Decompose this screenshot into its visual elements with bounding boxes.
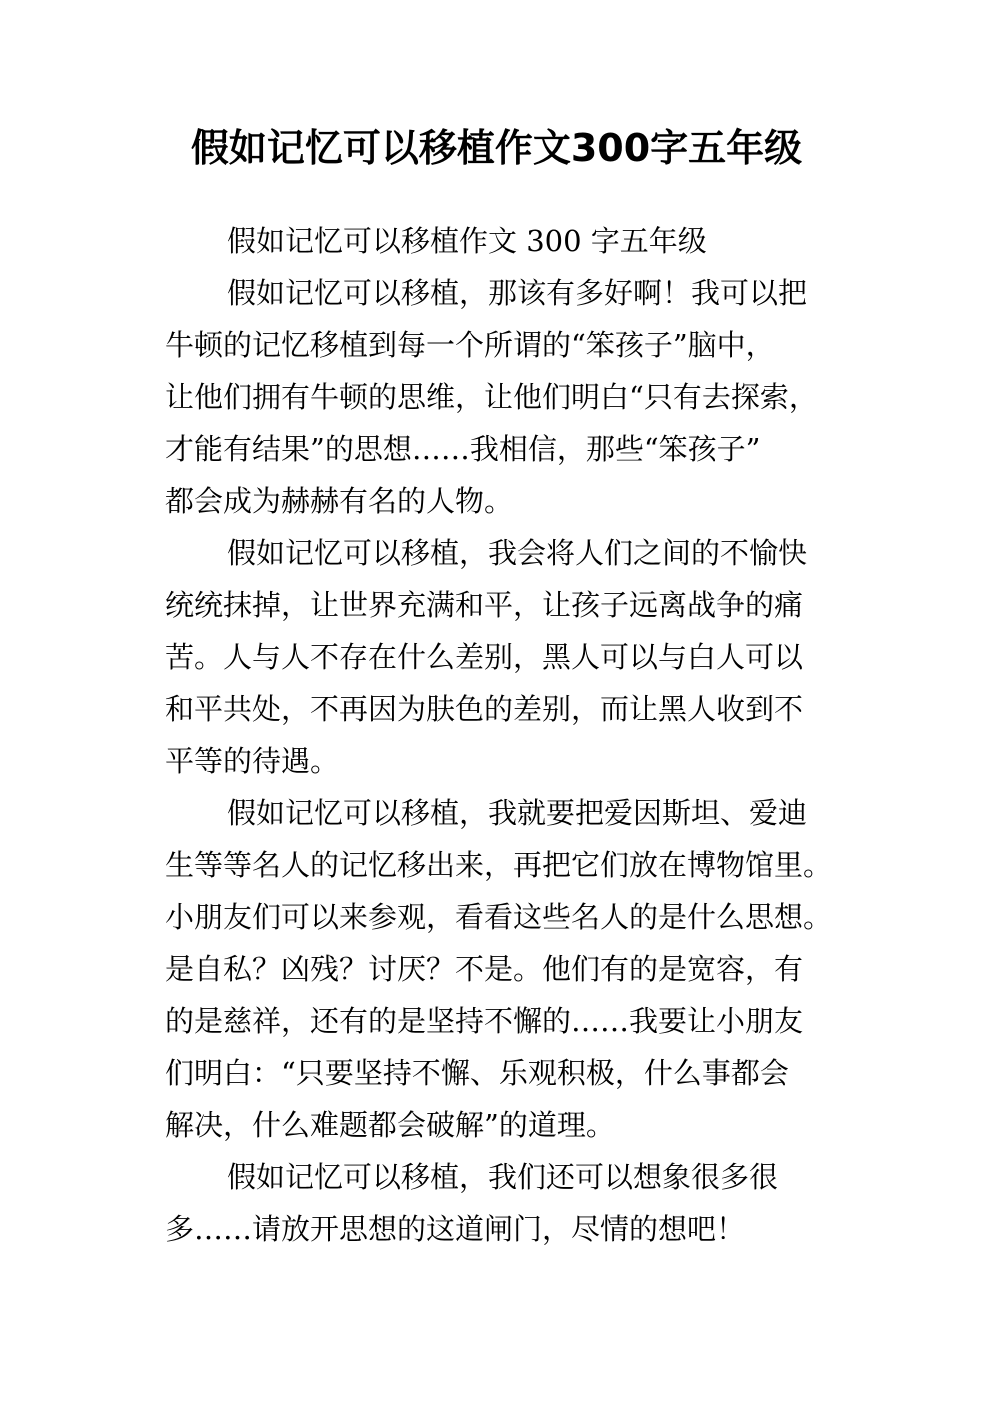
body-line: 苦。人与人不存在什么差别，黑人可以与白人可以	[165, 640, 804, 674]
body-line: 们明白：“只要坚持不懈、乐观积极，什么事都会	[165, 1056, 789, 1090]
body-line: 统统抹掉，让世界充满和平，让孩子远离战争的痛	[165, 588, 804, 622]
body-line: 才能有结果”的思想……我相信，那些“笨孩子”	[165, 432, 761, 466]
body-line: 假如记忆可以移植，我会将人们之间的不愉快	[227, 536, 808, 570]
body-line: 假如记忆可以移植，我就要把爱因斯坦、爱迪	[227, 796, 808, 830]
body-line: 的是慈祥，还有的是坚持不懈的……我要让小朋友	[165, 1004, 804, 1038]
document-body	[165, 215, 833, 1255]
body-line: 平等的待遇。	[165, 744, 340, 778]
body-line: 牛顿的记忆移植到每一个所谓的“笨孩子”脑中，	[165, 328, 775, 362]
body-line: 假如记忆可以移植，那该有多好啊！我可以把	[227, 276, 808, 310]
body-line: 生等等名人的记忆移出来，再把它们放在博物馆里。	[165, 848, 833, 882]
body-line: 和平共处，不再因为肤色的差别，而让黑人收到不	[165, 692, 804, 726]
body-line: 多……请放开思想的这道闸门，尽情的想吧！	[165, 1212, 746, 1246]
body-line: 解决，什么难题都会破解”的道理。	[165, 1108, 615, 1142]
body-line: 让他们拥有牛顿的思维，让他们明白“只有去探索，	[165, 380, 818, 414]
document-title: 假如记忆可以移植作文300字五年级	[190, 126, 803, 170]
body-line: 小朋友们可以来参观，看看这些名人的是什么思想。	[165, 900, 833, 934]
body-line: 都会成为赫赫有名的人物。	[165, 484, 514, 518]
body-line: 假如记忆可以移植，我们还可以想象很多很	[227, 1160, 779, 1194]
body-line: 假如记忆可以移植作文 300 字五年级	[227, 224, 707, 258]
body-line: 是自私？凶残？讨厌？不是。他们有的是宽容，有	[165, 952, 804, 986]
